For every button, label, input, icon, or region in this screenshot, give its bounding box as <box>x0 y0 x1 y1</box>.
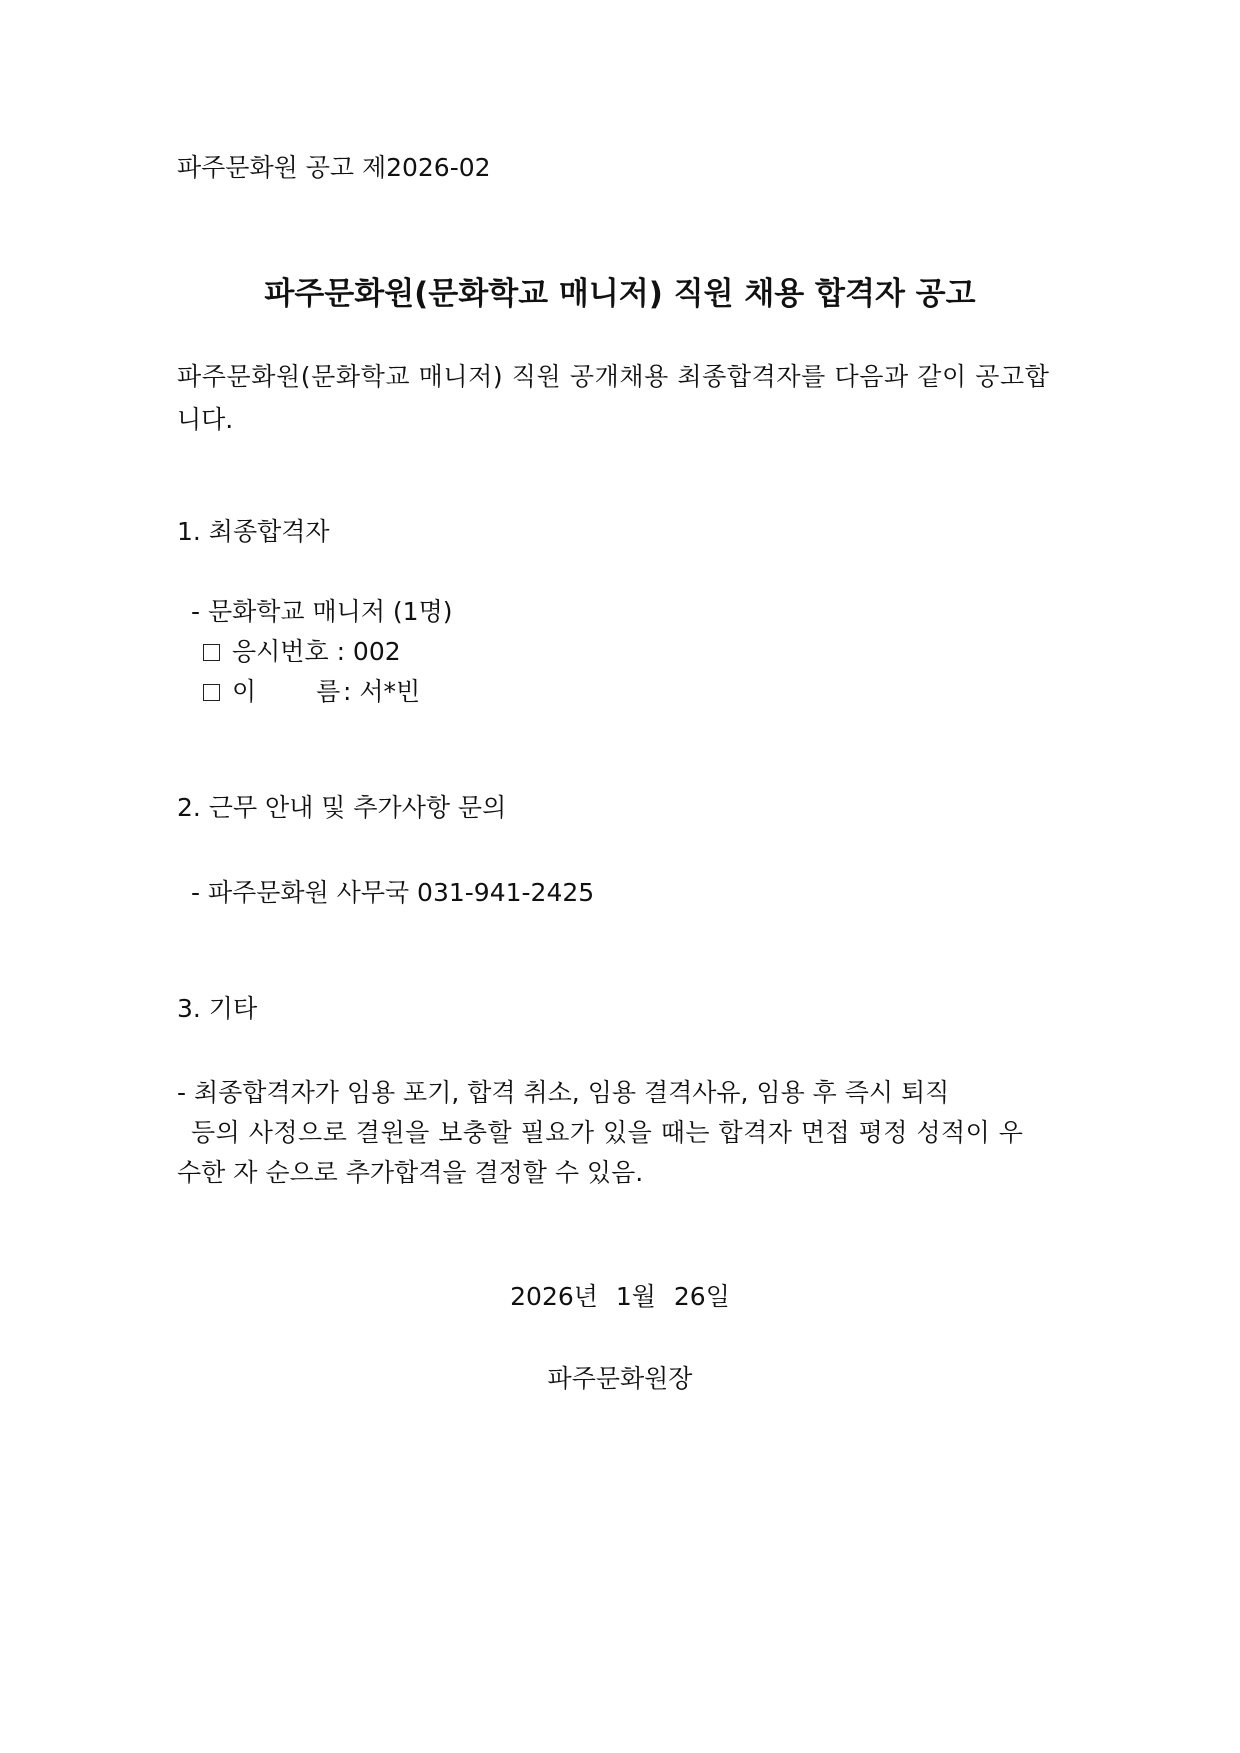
applicant-number-value: : 002 <box>336 637 401 666</box>
applicant-number-label: 응시번호 <box>232 637 329 666</box>
page-title: 파주문화원(문화학교 매니저) 직원 채용 합격자 공고 <box>264 276 976 312</box>
checkbox-icon <box>203 644 220 661</box>
applicant-name-value: : 서*빈 <box>342 677 421 706</box>
signatory: 파주문화원장 <box>547 1364 693 1393</box>
others-text-line-1: - 최종합격자가 임용 포기, 합격 취소, 임용 결격사유, 임용 후 즉시 퇴직 <box>177 1078 950 1107</box>
section-heading-final-candidates: 1. 최종합격자 <box>177 517 330 546</box>
contact-item: - 파주문화원 사무국 031-941-2425 <box>191 878 595 907</box>
others-text-line-2: 등의 사정으로 결원을 보충할 필요가 있을 때는 합격자 면접 평정 성적이 우 <box>191 1118 1024 1147</box>
intro-text-line-1: 파주문화원(문화학교 매니저) 직원 공개채용 최종합격자를 다음과 같이 공고합 <box>177 362 1050 391</box>
intro-text-line-2: 니다. <box>177 405 234 434</box>
applicant-name-label <box>232 676 341 708</box>
position-item: - 문화학교 매니저 (1명) <box>191 597 453 626</box>
section-heading-others: 3. 기타 <box>177 994 258 1023</box>
section-heading-inquiry: 2. 근무 안내 및 추가사항 문의 <box>177 793 507 822</box>
applicant-name-label-first: 이 <box>232 677 257 706</box>
checkbox-icon <box>203 684 220 701</box>
notice-number: 파주문화원 공고 제2026-02 <box>177 153 491 182</box>
others-text-line-3: 수한 자 순으로 추가합격을 결정할 수 있음. <box>177 1158 644 1187</box>
announcement-date: 2026년 1월 26일 <box>510 1282 730 1311</box>
applicant-name-row <box>203 676 420 708</box>
applicant-name-label-second: 름 <box>316 677 341 706</box>
applicant-number-row <box>203 636 401 668</box>
